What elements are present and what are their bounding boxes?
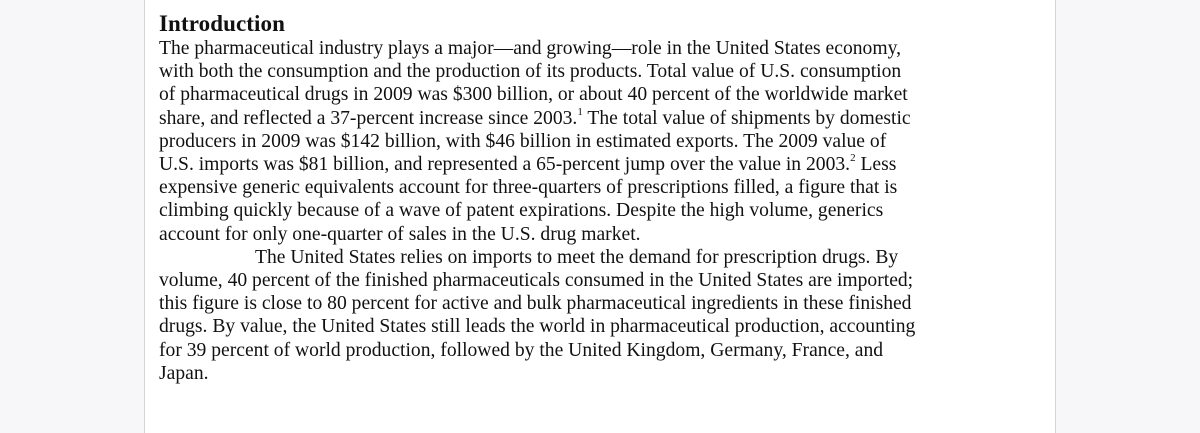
paragraph-2-line-1: The United States relies on imports to meet the demand for prescription drugs. By [255, 246, 899, 268]
paragraph-1-line-3: of pharmaceutical drugs in 2009 was $300 billion, or about 40 percent of the worldwide market [159, 84, 908, 106]
footnote-ref-2: 2 [850, 152, 856, 165]
paragraph-1-line-2: with both the consumption and the production of its products. Total value of U.S. consumption [159, 61, 902, 83]
paragraph-2 [159, 246, 1039, 385]
paragraph-1-line-8: climbing quickly because of a wave of patent expirations. Despite the high volume, generics [159, 200, 884, 222]
paragraph-1-line-9: account for only one-quarter of sales in the U.S. drug market. [159, 223, 641, 245]
paragraph-2-line-3: this figure is close to 80 percent for active and bulk pharmaceutical ingredients in these finished [159, 293, 912, 315]
paragraph-1-line-4-text-b: The total value of shipments by domestic [582, 107, 911, 129]
paragraph-1-line-7: expensive generic equivalents account for three-quarters of prescriptions filled, a figure that is [159, 177, 898, 199]
footnote-ref-1: 1 [577, 106, 583, 119]
paragraph-1-line-4-text-a: share, and reflected a 37-percent increase since 2003. [159, 107, 578, 129]
paragraph-1-line-6-text-b: Less [855, 154, 897, 176]
paragraph-1 [159, 37, 1039, 246]
document-page [144, 0, 1056, 433]
paragraph-2-line-5: for 39 percent of world production, followed by the United Kingdom, Germany, France, and [159, 339, 884, 361]
paragraph-1-line-6-text-a: U.S. imports was $81 billion, and represented a 65-percent jump over the value in 2003. [159, 154, 851, 176]
paragraph-2-line-4: drugs. By value, the United States still leads the world in pharmaceutical production, accounting [159, 316, 916, 338]
paragraph-2-line-2: volume, 40 percent of the finished pharmaceuticals consumed in the United States are imported; [159, 270, 914, 292]
paragraph-2-line-6: Japan. [159, 362, 209, 384]
paragraph-1-line-1: The pharmaceutical industry plays a major—and growing—role in the United States economy, [159, 38, 901, 59]
document-content [159, 11, 1039, 385]
paragraph-1-line-4 [159, 107, 1039, 130]
paragraph-1-line-6 [159, 153, 1039, 176]
section-heading: Introduction [159, 11, 286, 36]
paragraph-1-line-5: producers in 2009 was $142 billion, with $46 billion in estimated exports. The 2009 value of [159, 130, 887, 152]
